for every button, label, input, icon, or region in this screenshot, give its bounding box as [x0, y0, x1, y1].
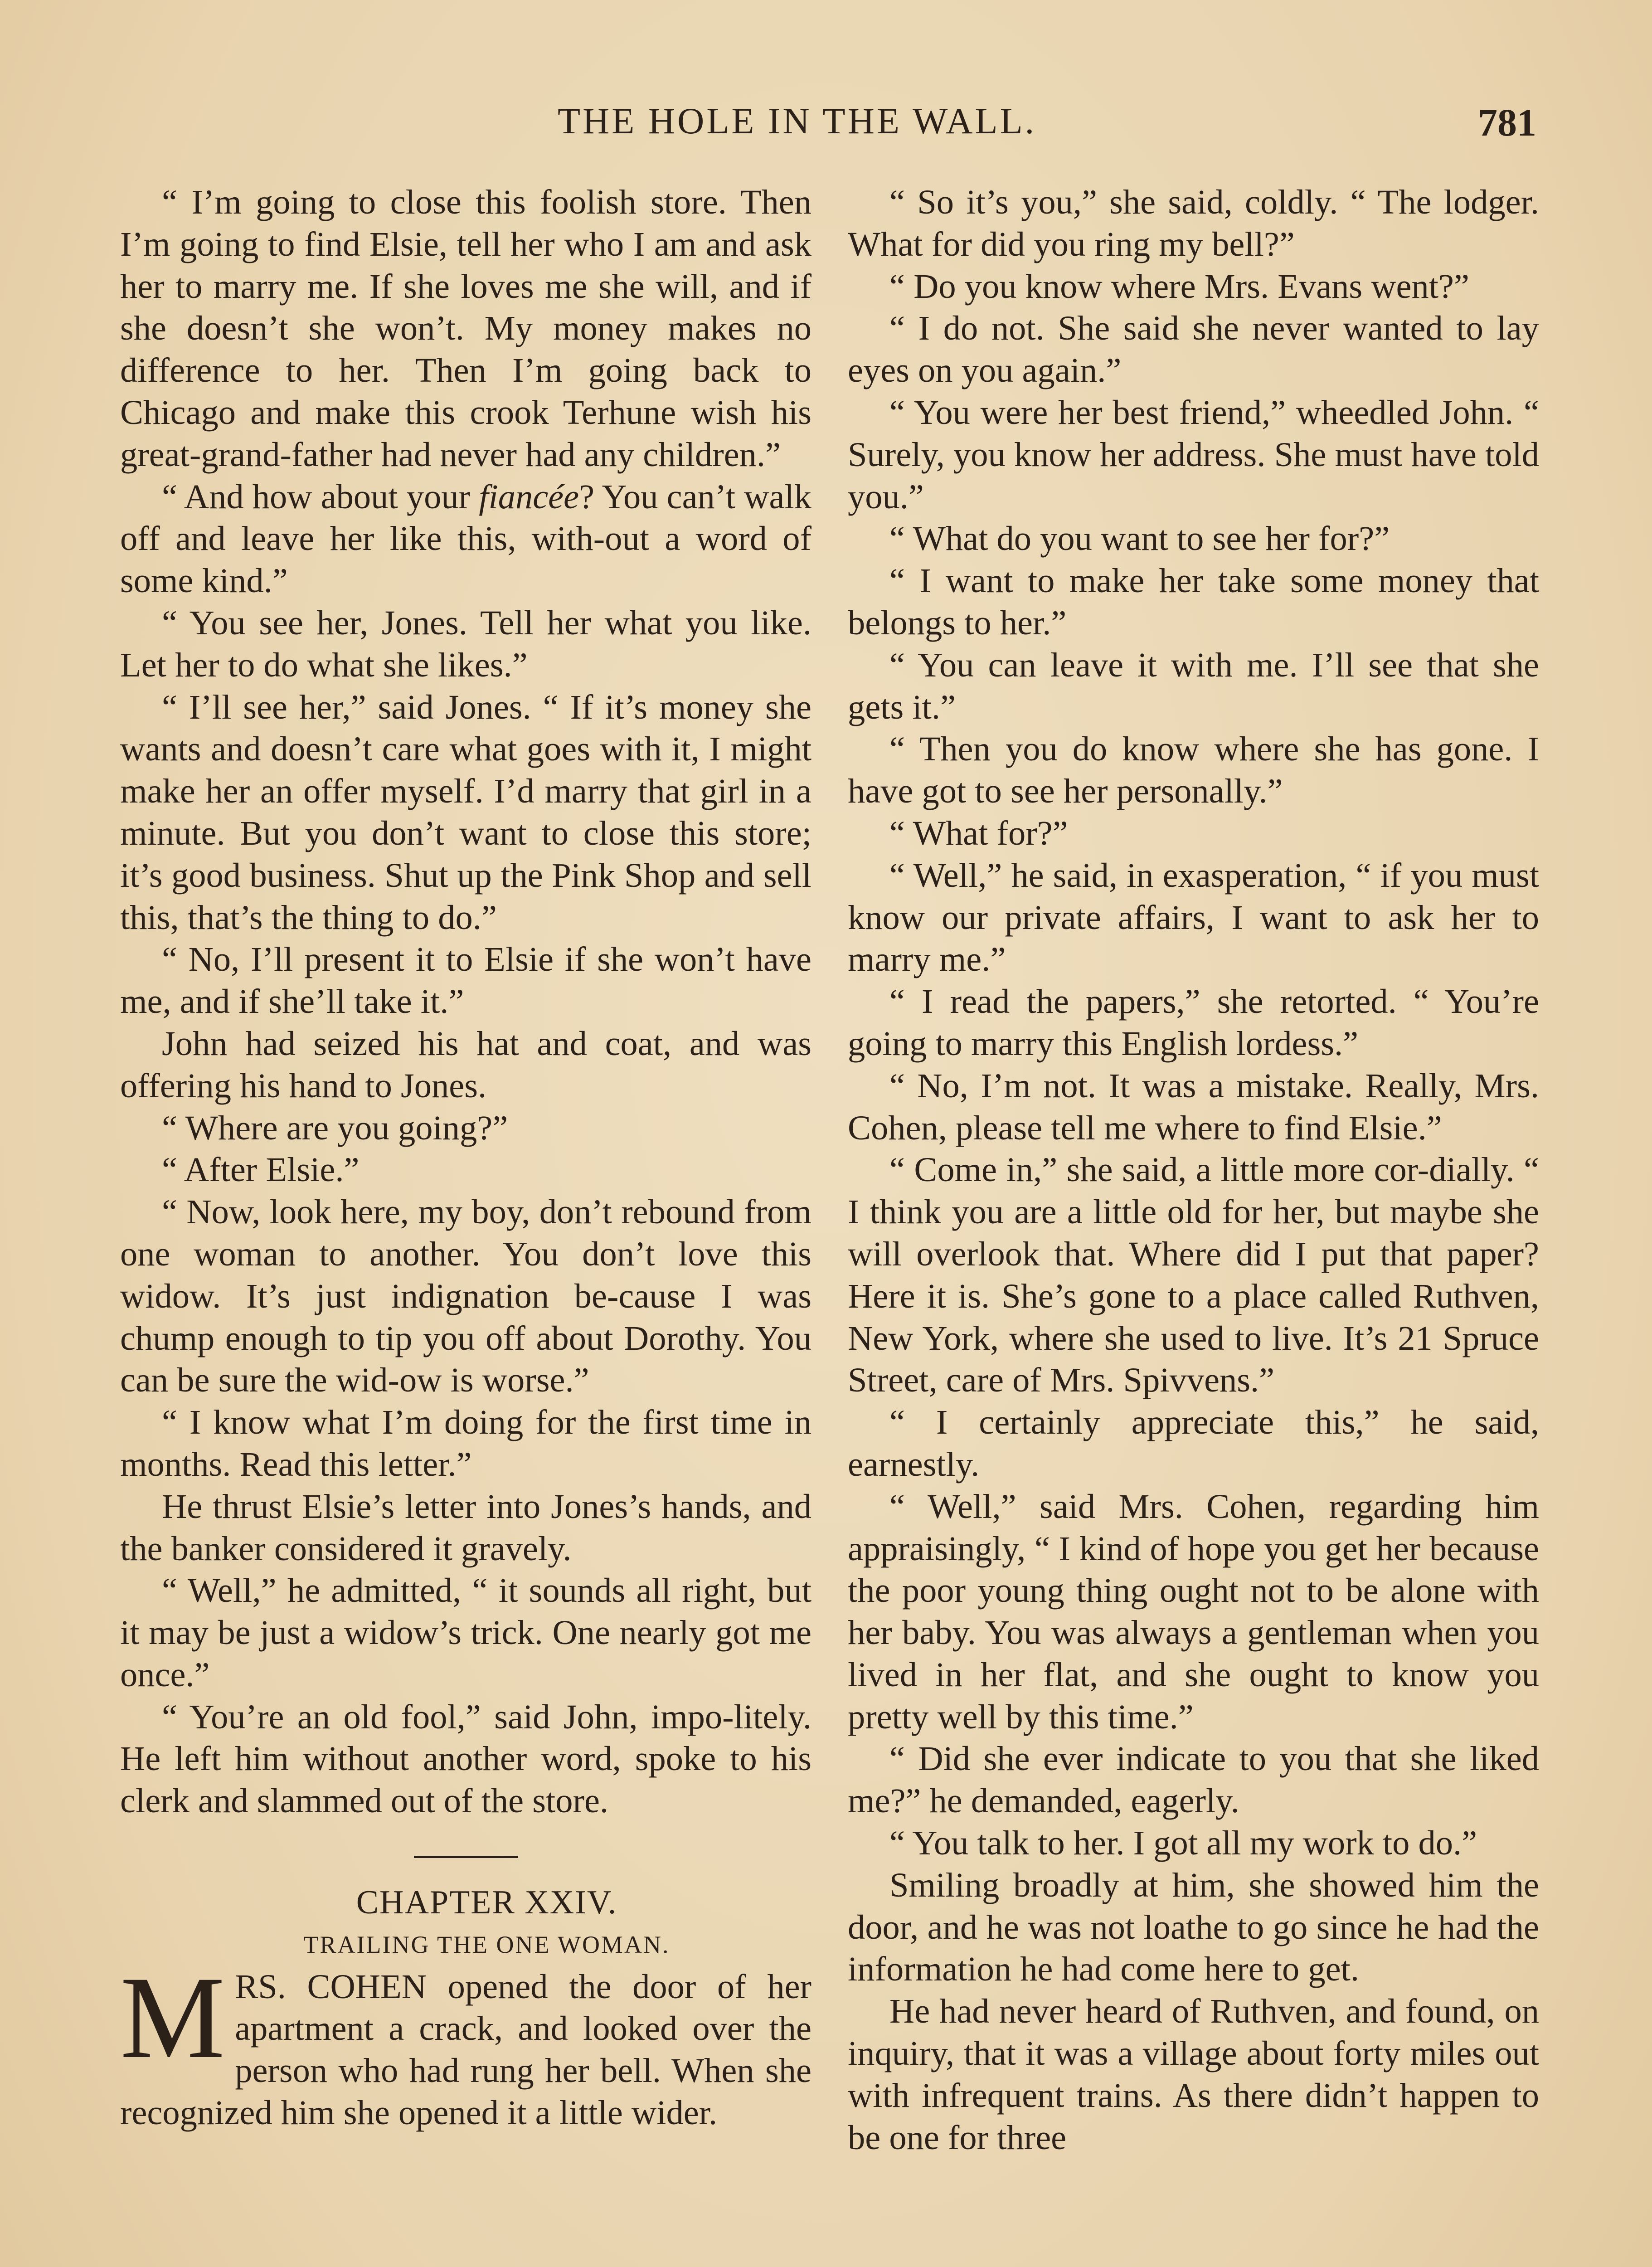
page-number: 781	[1478, 101, 1536, 144]
paragraph: “ You’re an old fool,” said John, impo-litely. He left him without another word, spoke to his clerk and slammed out of the store.	[120, 1697, 811, 1820]
chapter-heading: CHAPTER XXIV.	[356, 1884, 617, 1922]
drop-cap: M	[120, 1952, 225, 2083]
paragraph: “ I do not. She said she never wanted to lay eyes on you again.”	[848, 309, 1539, 390]
paragraph: “ Where are you going?”	[162, 1108, 508, 1147]
paragraph: “ Then you do know where she has gone. I have got to see her personally.”	[848, 730, 1539, 811]
paragraph: “ Well,” he said, in exasperation, “ if you must know our private affairs, I want to ask her to marry me.”	[848, 856, 1539, 979]
paragraph: “ After Elsie.”	[162, 1150, 360, 1189]
paragraph: “ I’m going to close this foolish store. Then I’m going to find Elsie, tell her who I am and ask her to marry me. If she loves me she will, and if she doesn’t she won’t. My money makes no difference to her. Then I’m going back to Chicago and make this crook Terhune wish his great-grand-father had never had any children.”	[120, 183, 811, 474]
opening-paragraph	[120, 1952, 812, 2134]
opening-text: opened the door of her apartment a crack, and looked over the person who had rung her bell. When she recognized him she opened it a little wider.	[120, 1967, 812, 2132]
paragraph: “ I want to make her take some money that belongs to her.”	[848, 561, 1539, 642]
paragraph: “ Did she ever indicate to you that she liked me?” he demanded, eagerly.	[848, 1739, 1539, 1820]
chapter-subtitle: TRAILING THE ONE WOMAN.	[303, 1931, 670, 1958]
section-divider	[414, 1856, 518, 1858]
paragraph: “ Well,” said Mrs. Cohen, regarding him appraisingly, “ I kind of hope you get her because the poor young thing ought not to be alone with her baby. You was always a gentleman when you lived in her flat, and she ought to know you pretty well by this time.”	[848, 1487, 1539, 1736]
left-column	[120, 181, 811, 2134]
paragraph: John had seized his hat and coat, and was offering his hand to Jones.	[120, 1024, 811, 1105]
opening-small-caps: RS. COHEN	[235, 1967, 427, 2006]
paragraph: “ And how about your fiancée? You can’t walk off and leave her like this, with-out a word of some kind.”	[120, 477, 811, 600]
paragraph: “ You were her best friend,” wheedled John. “ Surely, you know her address. She must have told you.”	[848, 393, 1539, 516]
paragraph: “ Do you know where Mrs. Evans went?”	[889, 267, 1469, 306]
paragraph: “ I certainly appreciate this,” he said, earnestly.	[848, 1403, 1539, 1484]
paragraph: “ You can leave it with me. I’ll see that she gets it.”	[848, 645, 1539, 726]
paragraph: “ I’ll see her,” said Jones. “ If it’s money she wants and doesn’t care what goes with it, I might make her an offer myself. I’d marry that girl in a minute. But you don’t want to close this store; it’s good business. Shut up the Pink Shop and sell this, that’s the thing to do.”	[120, 687, 811, 937]
paragraph: “ No, I’ll present it to Elsie if she won’t have me, and if she’ll take it.”	[120, 940, 811, 1021]
page-header	[0, 91, 1652, 154]
paragraph: “ Come in,” she said, a little more cor-dially. “ I think you are a little old for her, but maybe she will overlook that. Where did I put that paper? Here it is. She’s gone to a place called Ruthven, New York, where she used to live. It’s 21 Spruce Street, care of Mrs. Spivvens.”	[848, 1150, 1539, 1400]
paragraph: “ Well,” he admitted, “ it sounds all right, but it may be just a widow’s trick. One nearly got me once.”	[120, 1571, 811, 1694]
paragraph: “ Now, look here, my boy, don’t rebound from one woman to another. You don’t love this widow. It’s just indignation be-cause I was chump enough to tip you off about Dorothy. You can be sure the wid-ow is worse.”	[120, 1192, 811, 1400]
paragraph: “ You talk to her. I got all my work to do.”	[889, 1824, 1477, 1863]
paragraph: “ No, I’m not. It was a mistake. Really, Mrs. Cohen, please tell me where to find Elsie.”	[848, 1066, 1539, 1147]
paragraph: “ I read the papers,” she retorted. “ You’re going to marry this English lordess.”	[848, 982, 1539, 1063]
paragraph: “ You see her, Jones. Tell her what you like. Let her to do what she likes.”	[120, 603, 811, 684]
paragraph: “ What do you want to see her for?”	[889, 519, 1390, 558]
running-title: THE HOLE IN THE WALL.	[558, 100, 1037, 141]
paragraph: He had never heard of Ruthven, and found, on inquiry, that it was a village about forty miles out with infrequent trains. As there didn’t happen to be one for three	[848, 1992, 1539, 2157]
paragraph: “ I know what I’m doing for the first time in months. Read this letter.”	[120, 1403, 811, 1484]
paragraph: He thrust Elsie’s letter into Jones’s hands, and the banker considered it gravely.	[120, 1487, 811, 1568]
right-column	[848, 181, 1539, 2159]
paragraph: “ What for?”	[889, 813, 1068, 852]
paragraph: Smiling broadly at him, she showed him the door, and he was not loathe to go since he had the information he had come here to get.	[848, 1865, 1539, 1989]
paragraph: “ So it’s you,” she said, coldly. “ The lodger. What for did you ring my bell?”	[848, 183, 1539, 263]
